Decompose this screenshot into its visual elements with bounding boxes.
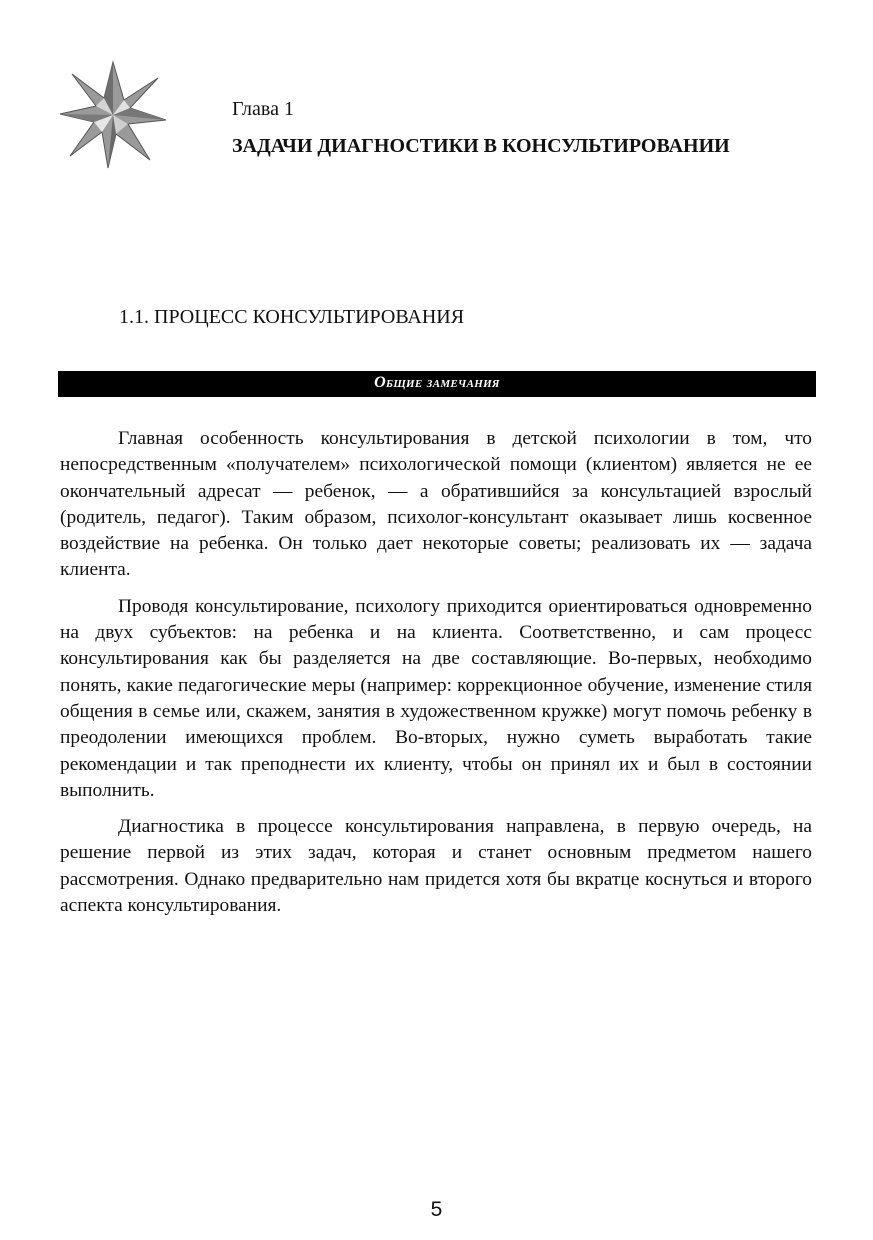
chapter-title: ЗАДАЧИ ДИАГНОСТИКИ В КОНСУЛЬТИРОВАНИИ xyxy=(232,135,730,157)
body-text xyxy=(60,426,812,929)
section-title: 1.1. ПРОЦЕСС КОНСУЛЬТИРОВАНИЯ xyxy=(119,306,465,328)
banner-heading: Общие замечания xyxy=(374,374,500,391)
paragraph-1: Главная особенность консультирования в детской психологии в том, что непосредственным «получателем» психологической помощи (клиентом) является не ее окончательный адресат — ребенок, — а обратившийся за консультацией взрослый (родитель, педагог). Таким образом, психолог-консультант оказывает лишь косвенное воздействие на ребенка. Он только дает некоторые советы; реализовать их — задача клиента. xyxy=(60,428,812,581)
paragraph-2: Проводя консультирование, психологу приходится ориентироваться одновременно на двух субъектов: на ребенка и на клиента. Соответственно, и сам процесс консультирования как бы разделяется на две составляющие. Во-первых, необходимо понять, какие педагогические меры (например: коррекционное обучение, изменение стиля общения в семье или, скажем, занятия в художественном кружке) могут помочь ребенку в преодолении имеющихся проблем. Во-вторых, нужно суметь выработать такие рекомендации и так преподнести их клиенту, чтобы он принял их и был в состоянии выполнить. xyxy=(60,595,812,801)
chapter-label: Глава 1 xyxy=(232,98,294,120)
paragraph-3: Диагностика в процессе консультирования направлена, в первую очередь, на решение первой из этих задач, которая и станет основным предметом нашего рассмотрения. Однако предварительно нам придется хотя бы вкратце коснуться и второго аспекта консультирования. xyxy=(60,816,812,917)
section-banner xyxy=(58,371,816,397)
star-ornament-icon xyxy=(58,60,168,170)
page-number: 5 xyxy=(430,1198,443,1221)
